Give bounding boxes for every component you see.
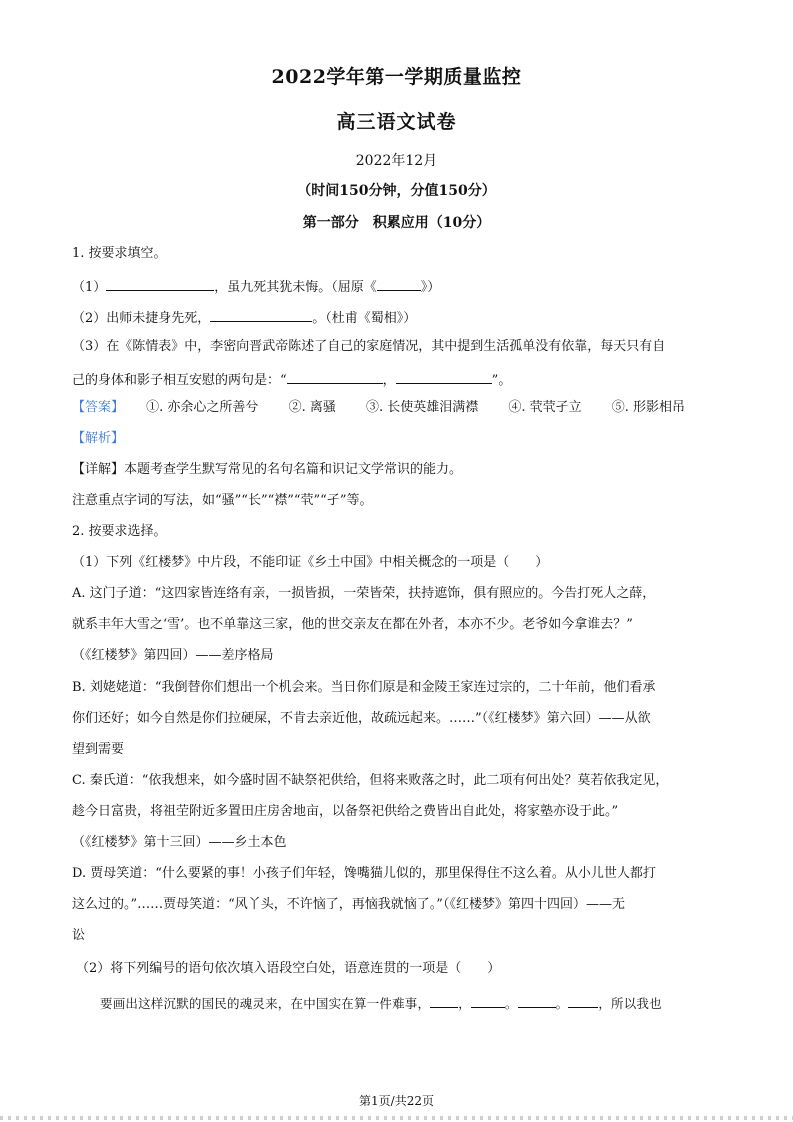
option-b-line1: B. 刘姥姥道：“我倒替你们想出一个机会来。当日你们原是和金陵王家连过宗的，二十年前，他们看承 bbox=[72, 680, 656, 695]
q1-sub3-line1: （3）在《陈情表》中，李密向晋武帝陈述了自己的家庭情况，其中提到生活孤单没有依靠，每天只有自 bbox=[72, 339, 666, 354]
passage-blank-4 bbox=[568, 994, 598, 1008]
page-number: 第1页/共22页 bbox=[359, 1094, 434, 1108]
option-b-line3: 望到需要 bbox=[72, 742, 125, 757]
option-d-line3: 讼 bbox=[72, 928, 86, 943]
detail-line-2: 注意重点字词的写法，如“骚”“长”“襟”“茕”“孑”等。 bbox=[72, 493, 373, 508]
option-a-line2: 就系丰年大雪之‘雪’。也不单靠这三家，他的世交亲友在都在外者，本亦不少。老爷如今拿谁去？” bbox=[72, 617, 633, 632]
answer-item-4: ④. 茕茕孑立 bbox=[508, 400, 582, 415]
passage-blank-2 bbox=[471, 994, 505, 1008]
q1-sub2-text: （2）出师未捷身先死， bbox=[72, 311, 211, 326]
option-b-line2: 你们还好；如今自然是你们拉硬屎，不肯去亲近他，故疏远起来。……”（《红楼梦》第六回）——从欲 bbox=[72, 711, 651, 726]
option-c-line2: 趁今日富贵，将祖茔附近多置田庄房舍地亩，以备祭祀供给之费皆出自此处，将家塾亦设于此。” bbox=[72, 804, 619, 819]
option-a-line3: （《红楼梦》第四回）——差序格局 bbox=[72, 648, 274, 663]
option-d-line1: D. 贾母笑道：“什么要紧的事！小孩子们年轻，馋嘴猫儿似的，那里保得住不这么着。从小儿世人都打 bbox=[72, 866, 656, 881]
exam-subtitle: 高三语文试卷 bbox=[336, 111, 457, 133]
page-bottom-divider bbox=[0, 1116, 793, 1120]
q1-answer-row bbox=[72, 399, 685, 417]
q1-blank-4 bbox=[287, 369, 383, 384]
q1-sub2-end: 。（杜甫《蜀相》） bbox=[312, 311, 417, 326]
option-c-line1: C. 秦氏道：“依我想来，如今盛时固不缺祭祀供给，但将来败落之时，此二项有何出处？莫若依我定见， bbox=[72, 773, 669, 788]
answer-item-1: ①. 亦余心之所善兮 bbox=[146, 400, 259, 415]
q2-sub1: （1）下列《红楼梦》中片段，不能印证《乡土中国》中相关概念的一项是（ ） bbox=[72, 555, 549, 570]
q1-blank-3 bbox=[210, 307, 312, 322]
detail-line-1: 【详解】本题考查学生默写常见的名句名篇和识记文学常识的能力。 bbox=[72, 462, 463, 477]
passage-blank-3 bbox=[518, 994, 556, 1008]
analysis-label: 【解析】 bbox=[72, 431, 125, 446]
q1-sub3-sep: ， bbox=[382, 373, 396, 388]
q2-stem: 2. 按要求选择。 bbox=[72, 524, 167, 539]
q1-blank-2 bbox=[377, 276, 421, 291]
q1-sub3-text: 己的身体和影子相互安慰的两句是：“ bbox=[72, 373, 287, 388]
exam-date: 2022年12月 bbox=[355, 153, 438, 169]
answer-item-5: ⑤. 形影相吊 bbox=[611, 400, 686, 415]
option-c-line3: （《红楼梦》第十三回）——乡土本色 bbox=[72, 835, 287, 850]
q1-sub1-end: 》） bbox=[420, 280, 441, 295]
q1-sub3-end: ”。 bbox=[491, 373, 512, 388]
passage-period-2: 。 bbox=[555, 996, 569, 1011]
part-heading: 第一部分 积累应用（10分） bbox=[302, 215, 491, 231]
q2-sub2: （2）将下列编号的语句依次填入语段空白处，语意连贯的一项是（ ） bbox=[76, 961, 501, 976]
q1-sub1-prefix: （1） bbox=[72, 280, 107, 295]
answer-item-2: ②. 离骚 bbox=[288, 400, 336, 415]
q1-blank-5 bbox=[396, 369, 492, 384]
option-a-line1: A. 这门子道：“这四家皆连络有亲，一损皆损，一荣皆荣，扶持遮饰，俱有照应的。今告打死人之薛， bbox=[72, 586, 656, 601]
option-d-line2: 这么过的。”……贾母笑道：“风丫头，不许恼了，再恼我就恼了。”（《红楼梦》第四十四回）——无 bbox=[72, 897, 625, 912]
q1-sub2 bbox=[72, 307, 416, 328]
q1-blank-1 bbox=[106, 276, 214, 291]
passage-comma: ， bbox=[458, 996, 471, 1011]
passage-blank-1 bbox=[430, 994, 458, 1008]
answer-item-3: ③. 长使英雄泪满襟 bbox=[365, 400, 479, 415]
exam-title: 2022学年第一学期质量监控 bbox=[271, 66, 522, 88]
q1-sub1-text: ，虽九死其犹未悔。（屈原《 bbox=[214, 280, 377, 295]
passage-text: 要画出这样沉默的国民的魂灵来，在中国实在算一件难事， bbox=[100, 996, 431, 1011]
passage-tail: ，所以我也 bbox=[598, 996, 662, 1011]
q1-sub3-line2 bbox=[72, 369, 511, 390]
passage-line bbox=[100, 994, 662, 1013]
q1-sub1 bbox=[72, 276, 440, 297]
answer-label: 【答案】 bbox=[72, 400, 125, 415]
passage-period-1: 。 bbox=[504, 996, 518, 1011]
exam-time-info: （时间150分钟，分值150分） bbox=[297, 183, 496, 199]
q1-stem: 1. 按要求填空。 bbox=[72, 246, 167, 261]
